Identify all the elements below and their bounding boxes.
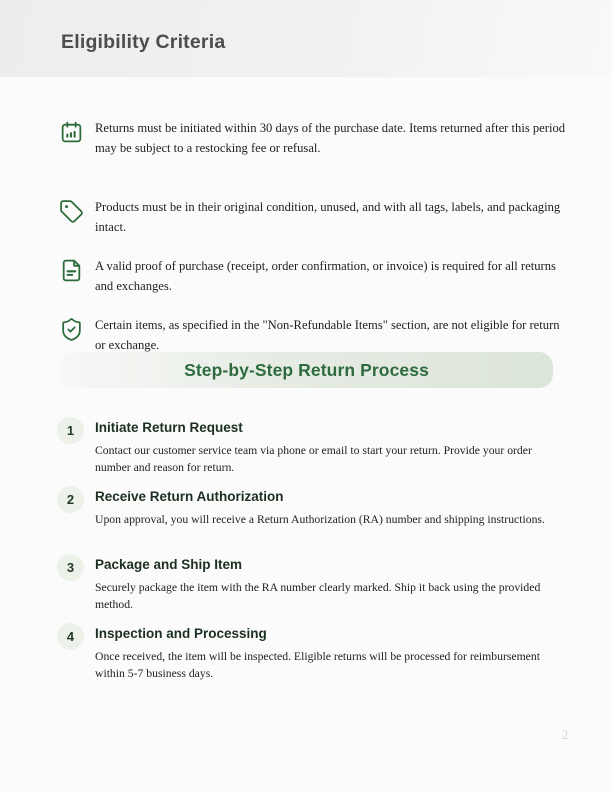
- step-title: Inspection and Processing: [95, 626, 267, 641]
- process-step: [57, 417, 571, 476]
- step-description: Securely package the item with the RA number clearly marked. Ship it back using the provided method.: [95, 581, 541, 611]
- process-step: [57, 623, 571, 682]
- process-step: [57, 486, 571, 528]
- page-number: 2: [562, 728, 569, 742]
- eligibility-item: [59, 119, 571, 158]
- eligibility-item-text: Returns must be initiated within 30 days of the purchase date. Items returned after this period may be subject to a restocking fee or refusal.: [95, 121, 566, 155]
- eligibility-item-text: A valid proof of purchase (receipt, order confirmation, or invoice) is required for all returns and exchanges.: [95, 259, 556, 293]
- shield-check-icon: [59, 317, 84, 342]
- document-icon: [59, 258, 84, 283]
- step-number-badge: 2: [57, 486, 84, 513]
- eligibility-item: [59, 198, 571, 237]
- page-header-band: [0, 0, 612, 77]
- calendar-chart-icon: [59, 120, 84, 145]
- section-banner: [60, 352, 553, 388]
- step-description: Once received, the item will be inspected. Eligible returns will be processed for reimbursement within 5-7 business days.: [95, 650, 540, 680]
- process-step: [57, 554, 571, 613]
- step-title: Package and Ship Item: [95, 557, 243, 572]
- step-description: Contact our customer service team via phone or email to start your return. Provide your order number and reason for return.: [95, 444, 532, 474]
- section-heading: Step-by-Step Return Process: [184, 359, 429, 380]
- eligibility-item-text: Certain items, as specified in the "Non-Refundable Items" section, are not eligible for return or exchange.: [95, 318, 560, 352]
- step-description: Upon approval, you will receive a Return Authorization (RA) number and shipping instructions.: [95, 513, 545, 526]
- eligibility-item-text: Products must be in their original condition, unused, and with all tags, labels, and packaging intact.: [95, 200, 561, 234]
- eligibility-item: [59, 257, 571, 296]
- step-title: Receive Return Authorization: [95, 489, 284, 504]
- step-number-badge: 4: [57, 623, 84, 650]
- eligibility-item: [59, 316, 571, 355]
- step-title: Initiate Return Request: [95, 420, 243, 435]
- page-title: Eligibility Criteria: [61, 31, 226, 53]
- tag-icon: [59, 199, 84, 224]
- step-number-badge: 1: [57, 417, 84, 444]
- step-number-badge: 3: [57, 554, 84, 581]
